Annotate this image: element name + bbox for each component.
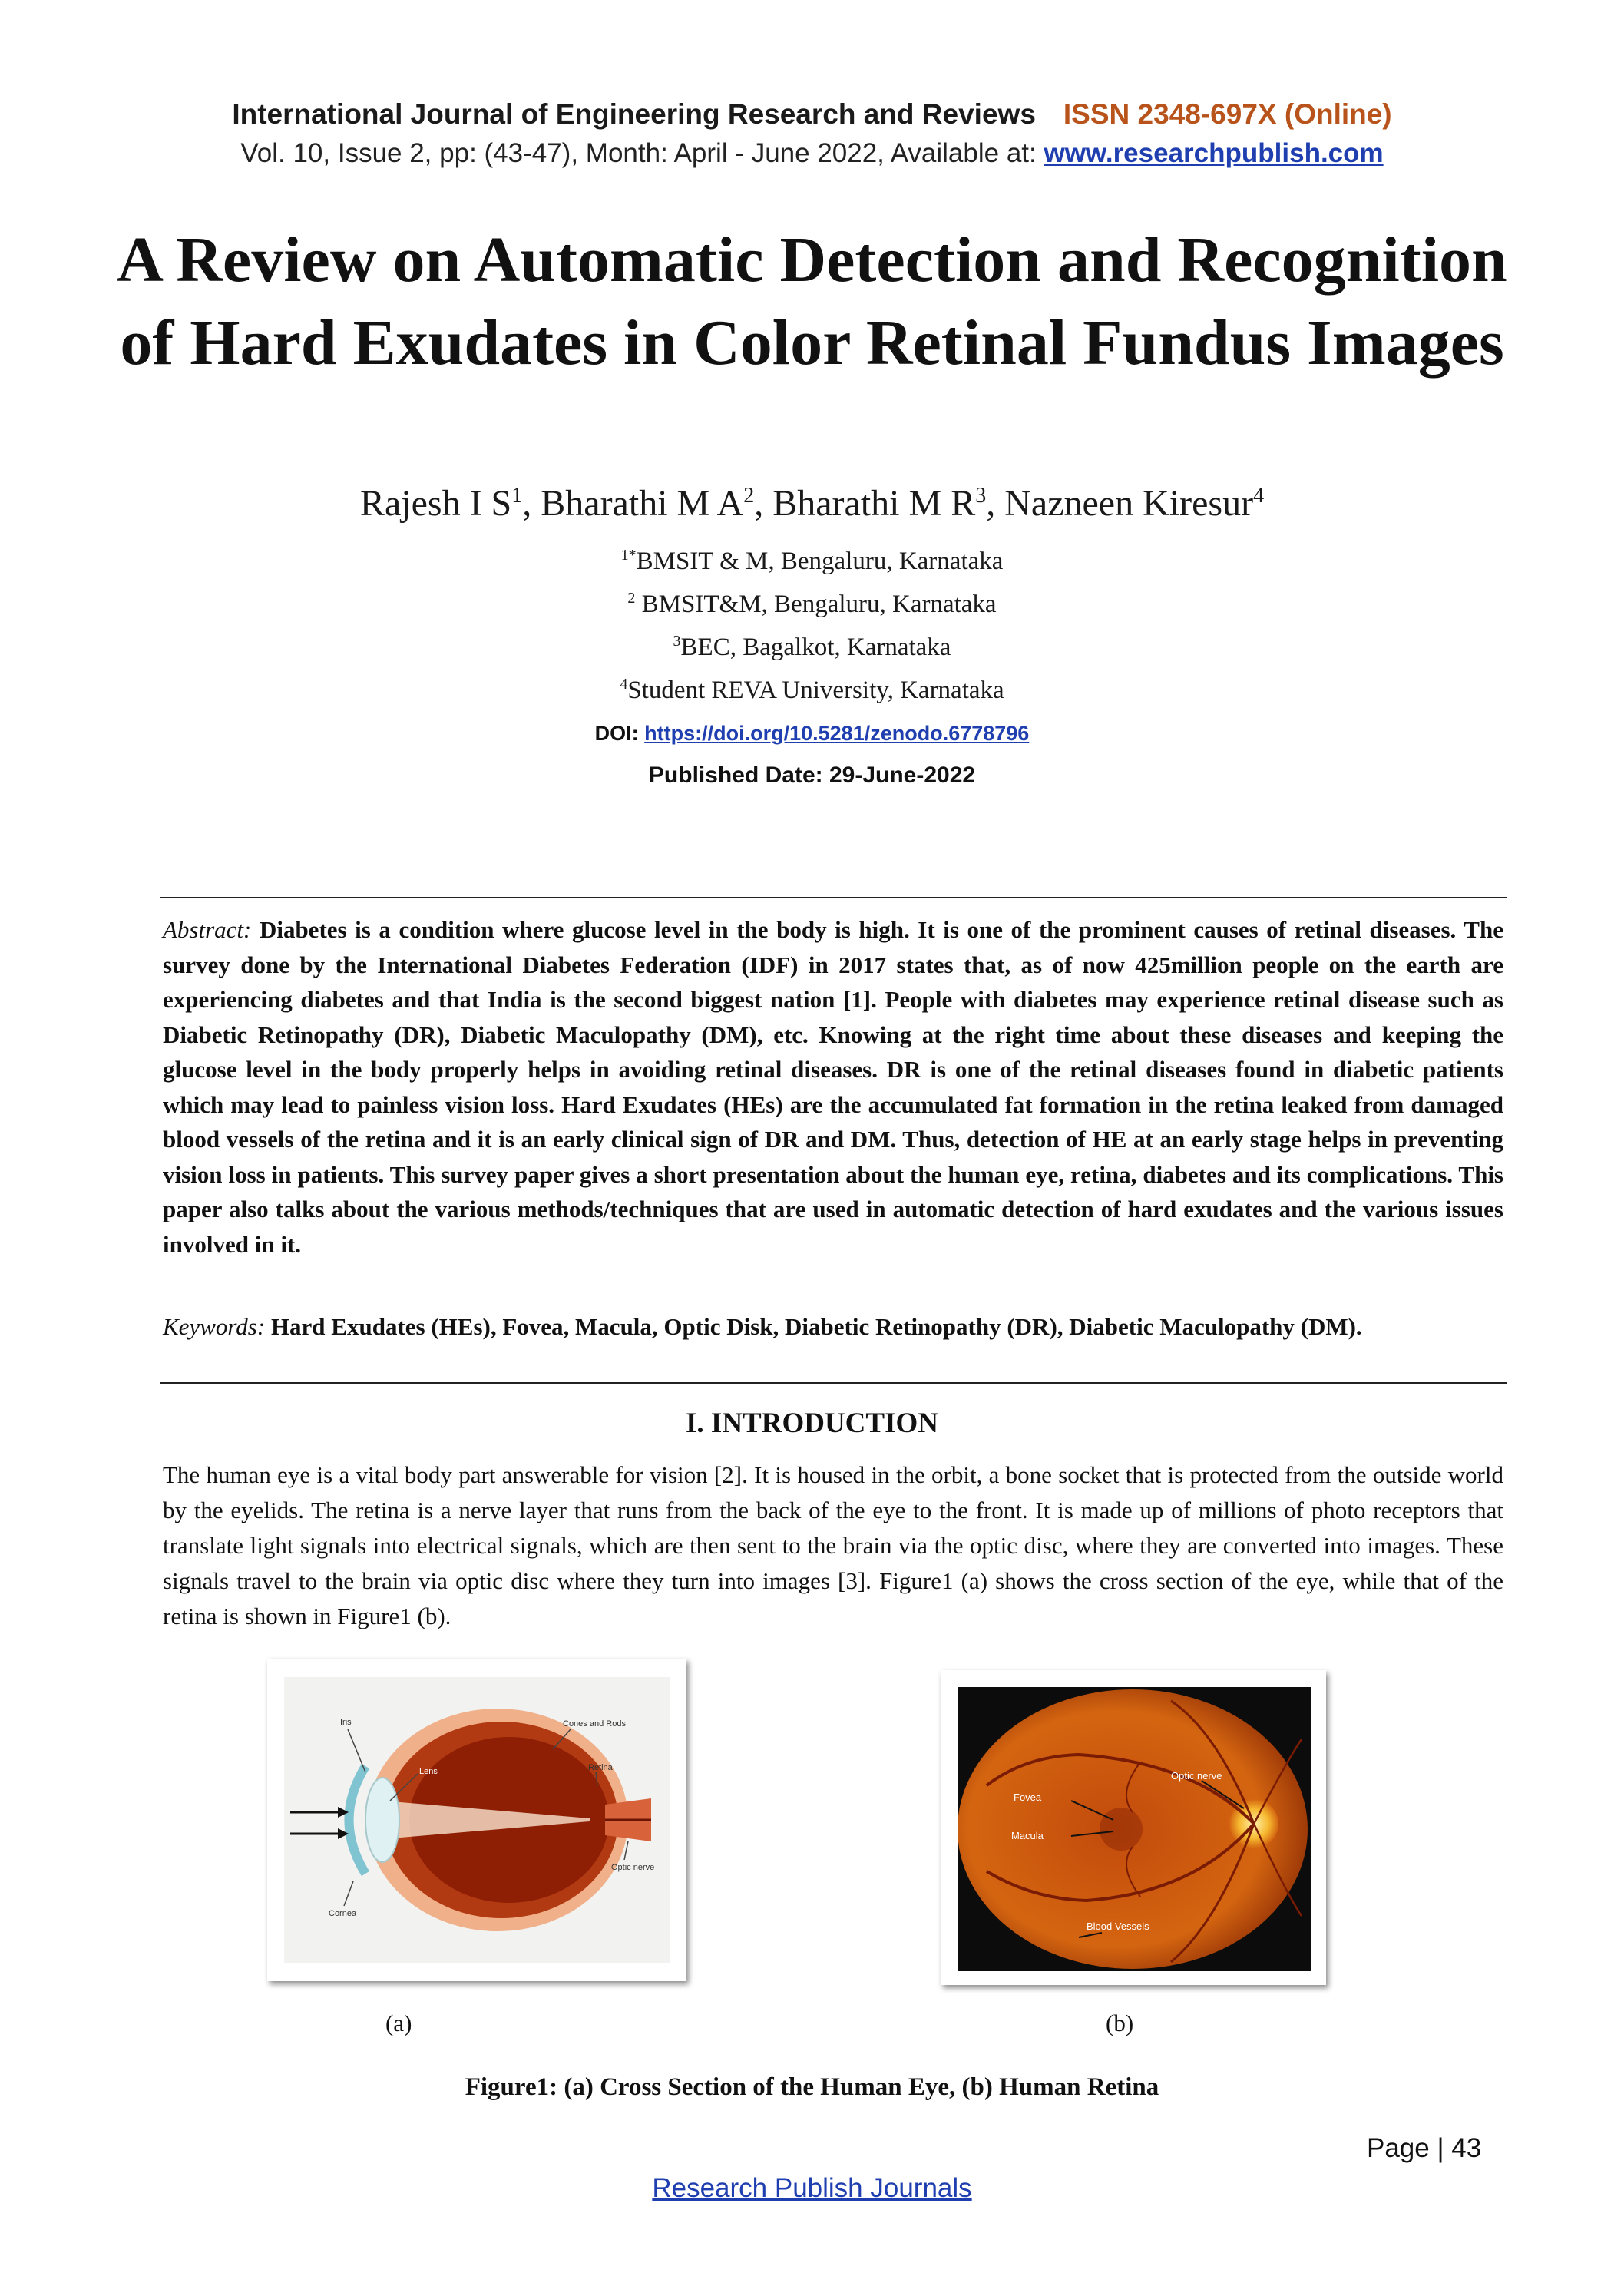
author-name: Nazneen Kiresur — [1004, 483, 1254, 524]
figure-caption: Figure1: (a) Cross Section of the Human Eye, (b) Human Retina — [465, 2073, 1159, 2101]
affiliation-text: BMSIT&M, Bengaluru, Karnataka — [635, 591, 997, 618]
figure-retina-fundus — [941, 1670, 1326, 1985]
affiliation-sup: 3 — [673, 633, 681, 650]
label-iris: Iris — [340, 1718, 352, 1727]
author-list: Rajesh I $S^1$, Bharathi M $A^2$, Bharathi M $R^3$, Nazneen Kiresur$^4$ — [359, 483, 1265, 524]
page-number: Page | 43 — [1367, 2133, 1482, 2163]
affiliation-sup: 1* — [620, 547, 637, 564]
figure-a-label: (a) — [385, 2010, 412, 2036]
keywords — [163, 1309, 1503, 1344]
keywords-text: Hard Exudates (HEs), Fovea, Macula, Optic Disk, Diabetic Retinopathy (DR), Diabetic Maculopathy (DM). — [265, 1313, 1362, 1340]
paper-title: A Review on Automatic Detection and Recognition of Hard Exudates in Color Retinal Fundus Images — [117, 224, 1507, 379]
journal-name: International Journal of Engineering Research and Reviews — [232, 98, 1036, 130]
affiliation — [0, 633, 1624, 662]
abstract-text: Diabetes is a condition where glucose level in the body is high. It is one of the prominent causes of retinal diseases. The survey done by the International Diabetes Federation (IDF) in 2017 states that, as of now 425million people on the earth are experiencing diabetes and that India is the second biggest nation [1]. People with diabetes may experience retinal disease such as Diabetic Retinopathy (DR), Diabetic Maculopathy (DM), etc. Knowing at the right time about these diseases and keeping the glucose level in the body properly helps in avoiding retinal diseases. DR is one of the retinal diseases found in diabetic patients which may lead to painless vision loss. Hard Exudates (HEs) are the accumulated fat formation in the retina leaked from damaged blood vessels of the retina and it is an early clinical sign of DR and DM. Thus, detection of HE at an early stage helps in preventing vision loss in patients. This survey paper gives a short presentation about the human eye, retina, diabetes and its complications. This paper also talks about the various methods/techniques that are used in automatic detection of hard exudates and the various issues involved in it. — [163, 916, 1503, 1258]
label-lens: Lens — [419, 1767, 438, 1776]
doi-line — [0, 722, 1624, 746]
keywords-label: Keywords: — [163, 1313, 266, 1340]
section-heading: I. INTRODUCTION — [686, 1408, 938, 1439]
divider — [160, 897, 1507, 898]
label-cornea: Cornea — [329, 1909, 357, 1918]
label-retina: Retina — [588, 1763, 613, 1772]
figure-b-label: (b) — [1106, 2010, 1134, 2036]
volume-info: Vol. 10, Issue 2, pp: (43-47), Month: April - June 2022, Available at: — [240, 138, 1044, 168]
affiliation-sup: 4 — [620, 676, 628, 693]
author-sup: 2 — [743, 484, 755, 508]
doi-label: DOI: — [594, 722, 645, 745]
footer-link[interactable]: Research Publish Journals — [652, 2173, 972, 2203]
label-blood-vessels: Blood Vessels — [1087, 1921, 1149, 1932]
label-macula: Macula — [1011, 1830, 1044, 1841]
footer — [0, 2173, 1624, 2204]
author-sup: 3 — [975, 484, 987, 508]
journal-website-link[interactable]: www.researchpublish.com — [1044, 138, 1384, 168]
affiliation-text: Student REVA University, Karnataka — [627, 677, 1004, 704]
label-optic-nerve: Optic nerve — [1171, 1770, 1222, 1782]
affiliation — [0, 676, 1624, 705]
divider — [160, 1382, 1507, 1384]
affiliation — [0, 590, 1624, 619]
label-optic-nerve: Optic nerve — [611, 1863, 655, 1872]
abstract — [163, 912, 1503, 1262]
doi-link[interactable]: https://doi.org/10.5281/zenodo.6778796 — [644, 722, 1030, 745]
retina-fundus-illustration — [941, 1670, 1326, 1985]
journal-header — [0, 98, 1624, 131]
label-cones-rods: Cones and Rods — [563, 1719, 626, 1729]
published-date: Published Date: 29-June-2022 — [648, 763, 976, 788]
volume-line — [0, 138, 1624, 169]
affiliation-text: BEC, Bagalkot, Karnataka — [680, 634, 951, 661]
author-sup: 1 — [511, 484, 523, 508]
author-name: Rajesh I S — [359, 483, 512, 524]
figure-eye-cross-section — [267, 1659, 686, 1981]
label-fovea: Fovea — [1014, 1791, 1042, 1803]
abstract-label: Abstract: — [163, 916, 252, 943]
issn: ISSN 2348-697X (Online) — [1063, 98, 1392, 130]
author-sup: 4 — [1253, 484, 1265, 508]
intro-paragraph: The human eye is a vital body part answerable for vision [2]. It is housed in the orbit, a bone socket that is protected from the outside world by the eyelids. The retina is a nerve layer that runs from the back of the eye to the front. It is made up of millions of photo receptors that translate light signals into electrical signals, which are then sent to the brain via the optic disc, where they are converted into images. These signals travel to the brain via optic disc where they turn into images [3]. Figure1 (a) shows the cross section of the eye, while that of the retina is shown in Figure1 (b). — [163, 1461, 1503, 1629]
author-name: Bharathi M R — [772, 483, 976, 524]
affiliation-text: BMSIT & M, Bengaluru, Karnataka — [636, 548, 1004, 575]
affiliation — [0, 547, 1624, 576]
author-name: Bharathi M A — [541, 483, 744, 524]
affiliation-sup: 2 — [627, 590, 636, 607]
eye-cross-section-illustration — [267, 1659, 686, 1981]
